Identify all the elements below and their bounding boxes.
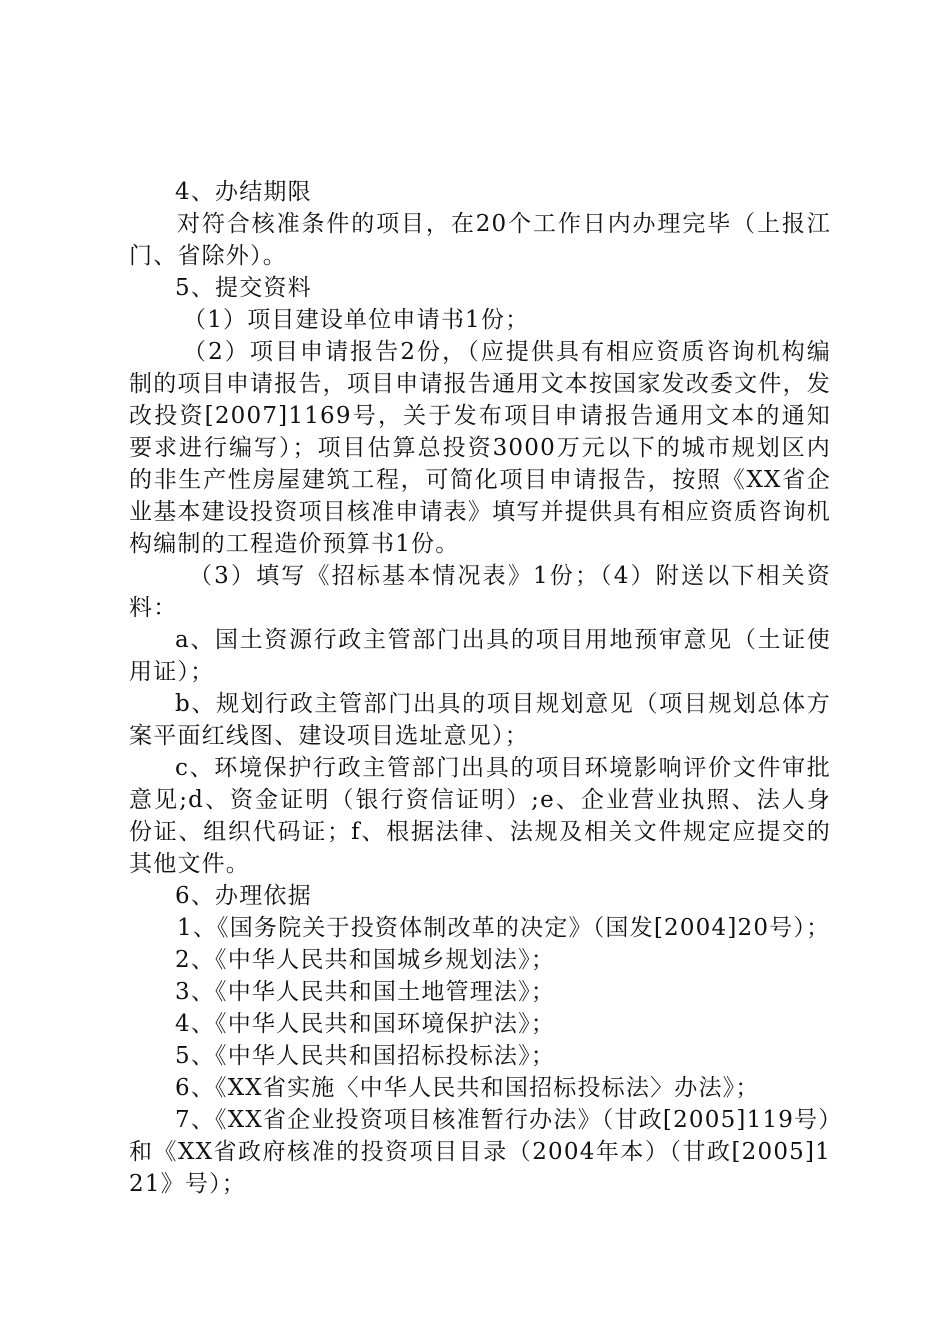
basis-item-2: 2、《中华人民共和国城乡规划法》； bbox=[175, 947, 556, 973]
list-item-application: （1）项目建设单位申请书1份； bbox=[183, 307, 530, 333]
section-heading-materials: 5、提交资料 bbox=[175, 275, 312, 301]
list-item-report: （2）项目申请报告2份，（应提供具有相应资质咨询机构编制的项目申请报告，项目申请报告通用文本按国家发改委文件，发改投资[2007]1169号，关于发布项目申请报告通用文本的通知要求进行编写）；项目估算总投资3000万元以下的城市规划区内的非生产性房屋建筑工程，可简化项目申请报告，按照《XX省企业基本建设投资项目核准申请表》填写并提供具有相应资质咨询机构编制的工程造价预算书1份。 bbox=[129, 339, 831, 557]
basis-item-3: 3、《中华人民共和国土地管理法》； bbox=[175, 979, 556, 1005]
list-item-bidding-form: （3）填写《招标基本情况表》1份；（4）附送以下相关资料： bbox=[129, 563, 831, 621]
paragraph-deadline-text: 对符合核准条件的项目，在20个工作日内办理完毕（上报江门、省除外）。 bbox=[129, 211, 831, 269]
basis-item-1: 1、《国务院关于投资体制改革的决定》（国发[2004]20号）； bbox=[177, 915, 831, 941]
section-heading-basis: 6、办理依据 bbox=[175, 883, 312, 909]
list-item-environment-opinion: c、环境保护行政主管部门出具的项目环境影响评价文件审批意见;d、资金证明（银行资信证明）;e、企业营业执照、法人身份证、组织代码证；f、根据法律、法规及相关文件规定应提交的其他文件。 bbox=[129, 755, 831, 877]
basis-item-6: 6、《XX省实施〈中华人民共和国招标投标法〉办法》； bbox=[175, 1075, 760, 1101]
basis-item-4: 4、《中华人民共和国环境保护法》； bbox=[175, 1011, 556, 1037]
document-body bbox=[129, 176, 831, 1200]
list-item-planning-opinion: b、规划行政主管部门出具的项目规划意见（项目规划总体方案平面红线图、建设项目选址意见）； bbox=[129, 691, 831, 749]
list-item-land-opinion: a、国土资源行政主管部门出具的项目用地预审意见（土证使用证）； bbox=[129, 627, 831, 685]
basis-item-7: 7、《XX省企业投资项目核准暂行办法》（甘政[2005]119号）和《XX省政府核准的投资项目目录（2004年本）（甘政[2005]121》号）； bbox=[129, 1107, 831, 1197]
section-heading-deadline: 4、办结期限 bbox=[175, 179, 312, 205]
basis-item-5: 5、《中华人民共和国招标投标法》； bbox=[175, 1043, 556, 1069]
